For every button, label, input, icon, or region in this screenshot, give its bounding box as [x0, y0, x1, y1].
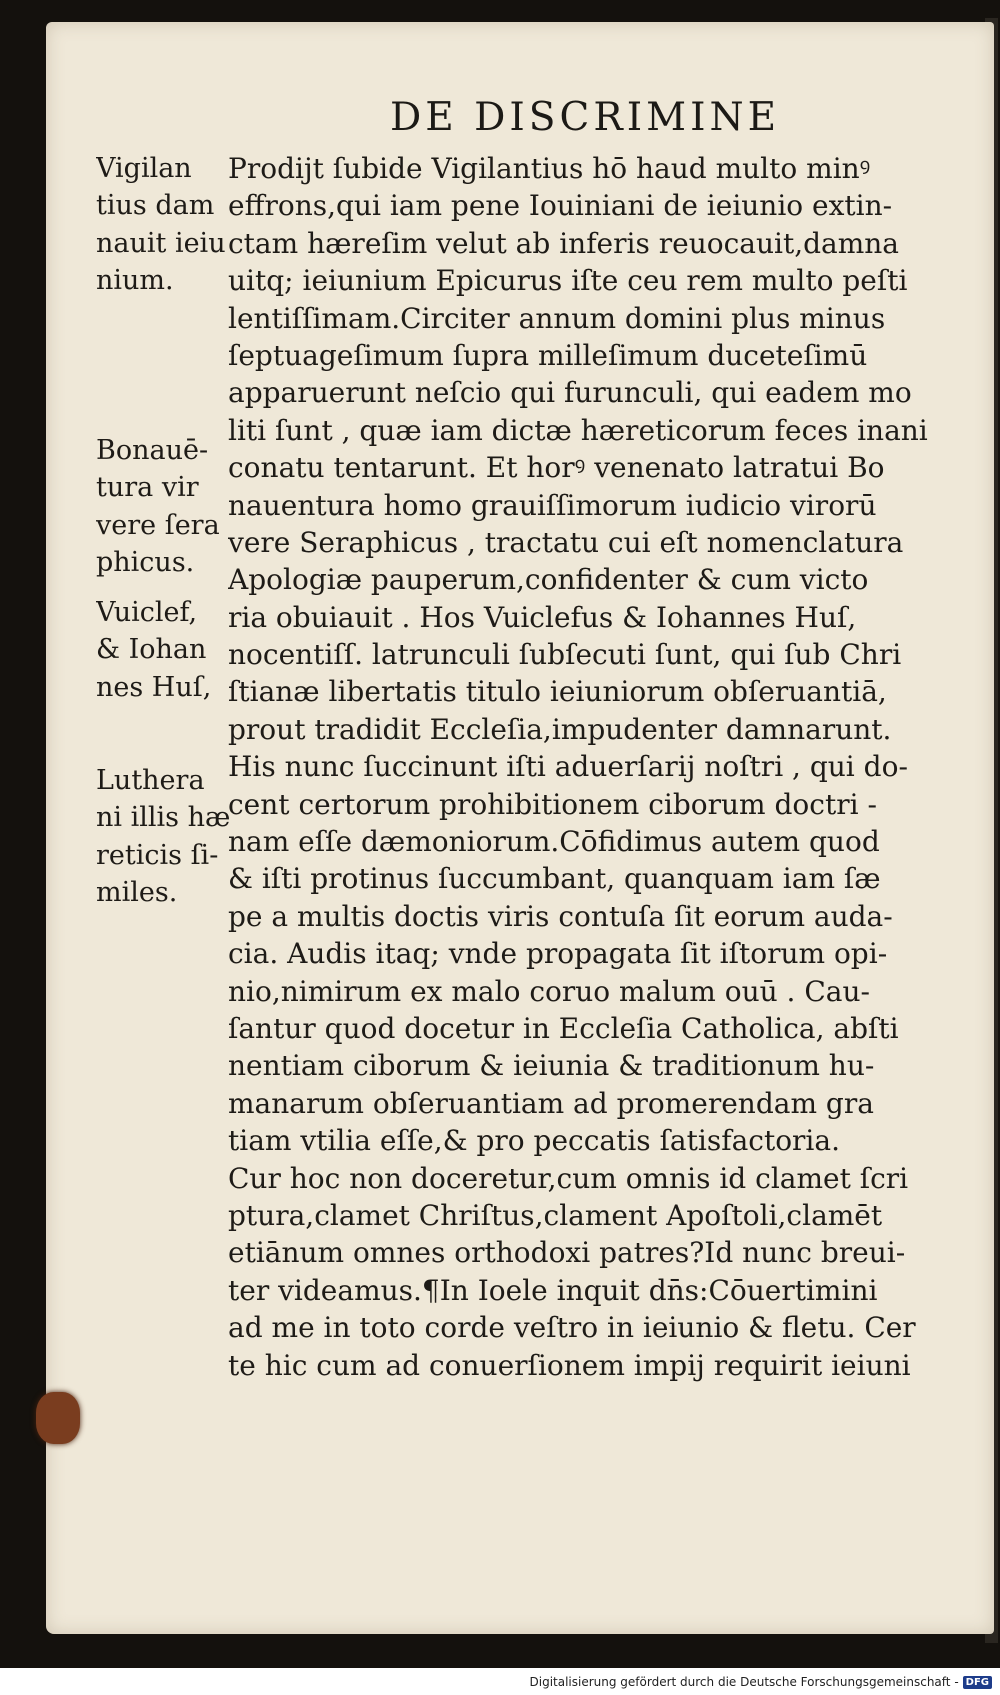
text-line: lentiſſimam.Circiter annum domini plus minus — [228, 301, 886, 335]
text-line: Apologiæ pauperum,confidenter & cum victo — [228, 563, 869, 597]
marginal-note-line: nes Huſ, — [96, 671, 212, 703]
text-line: nentiam ciborum & ieiunia & traditionum hu- — [228, 1049, 875, 1083]
text-line: vere Seraphicus , tractatu cui eſt nomenclatura — [228, 525, 904, 559]
text-line: ria obuiauit . Hos Vuiclefus & Iohannes Huſ, — [228, 600, 857, 634]
text-line: ptura,clamet Chriſtus,clament Apoſtoli,clamēt — [228, 1198, 883, 1232]
marginal-note-bonaventura — [96, 432, 231, 582]
text-line: nauentura homo grauiſſimorum iudicio virorū — [228, 488, 877, 522]
marginal-note-line: ni illis hæ — [96, 802, 231, 834]
marginal-note-vigilantius — [96, 150, 231, 300]
text-line: His nunc ſuccinunt iſti aduerſarij noſtri , qui do- — [228, 750, 908, 784]
text-line: manarum obſeruantiam ad promerendam gra — [228, 1086, 874, 1120]
funding-footer — [530, 1675, 993, 1689]
marginal-note-line: Vuiclef, — [96, 597, 198, 628]
text-line: nocentiſſ. latrunculi ſubſecuti ſunt, qui ſub Chri — [228, 638, 902, 672]
text-line: & iſti protinus ſuccumbant, quanquam iam ſæ — [228, 862, 881, 896]
text-line: etiānum omnes orthodoxi patres?Id nunc breui- — [228, 1236, 906, 1270]
running-head: DE DISCRIMINE — [390, 95, 781, 140]
marginal-note-line: miles. — [96, 877, 178, 909]
text-line: Cur hoc non doceretur,cum omnis id clamet ſcri — [228, 1161, 909, 1195]
text-line: liti ſunt , quæ iam dictæ hæreticorum feces inani — [228, 413, 928, 447]
marginal-note-line: vere ſera — [96, 509, 220, 541]
text-line: nam eſſe dæmoniorum.Cōfidimus autem quod — [228, 825, 880, 859]
dfg-logo: DFG — [963, 1676, 992, 1689]
marginal-note-line: nauit ieiu — [96, 227, 226, 259]
marginal-note-line: Bonauē- — [96, 435, 209, 466]
text-line: te hic cum ad conuerſionem impij requirit ieiuni — [228, 1348, 911, 1382]
marginal-note-line: phicus. — [96, 547, 195, 579]
marginal-note-line: & Iohan — [96, 634, 207, 666]
text-line: conatu tentarunt. Et horꝰ venenato latratui Bo — [228, 451, 885, 485]
text-line: apparuerunt neſcio qui furunculi, qui eadem mo — [228, 376, 912, 410]
text-line: ſtianæ libertatis titulo ieiuniorum obſeruantiā, — [228, 675, 887, 709]
marginal-note-line: Vigilan — [96, 153, 192, 184]
text-line: ter videamus.¶In Ioele inquit dn̄s:Cōuertimini — [228, 1273, 878, 1307]
text-line: uitq; ieiunium Epicurus iſte ceu rem multo peſti — [228, 264, 908, 298]
marginal-note-line: tius dam — [96, 190, 215, 222]
text-line: ſantur quod docetur in Eccleſia Catholica, abſti — [228, 1011, 899, 1045]
marginal-note-wyclif-hus — [96, 594, 231, 706]
marginal-note-line: Luthera — [96, 765, 205, 796]
text-line: cent certorum prohibitionem ciborum doctri - — [228, 787, 877, 821]
page-stain — [36, 1392, 80, 1444]
text-line: effrons,qui iam pene Iouiniani de ieiunio extin- — [228, 189, 893, 223]
footer-text: Digitalisierung gefördert durch die Deutsche Forschungsgemeinschaft - — [529, 1675, 959, 1689]
text-line: tiam vtilia eſſe,& pro peccatis ſatisfactoria. — [228, 1124, 840, 1158]
text-line: nio,nimirum ex malo coruo malum ouū . Cau- — [228, 974, 870, 1008]
text-line: ſeptuageſimum ſupra milleſimum duceteſimū — [228, 338, 868, 372]
marginal-note-lutherani — [96, 762, 231, 912]
text-line: pe a multis doctis viris contuſa ſit eorum auda- — [228, 899, 893, 933]
marginal-note-line: tura vir — [96, 472, 199, 504]
text-line: cia. Audis itaq; vnde propagata ſit iſtorum opi- — [228, 937, 888, 971]
marginal-note-line: nium. — [96, 265, 174, 297]
text-line: Prodijt ſubide Vigilantius hō haud multo minꝰ — [228, 152, 871, 185]
body-text — [228, 150, 948, 1384]
text-line: prout tradidit Eccleſia,impudenter damnarunt. — [228, 712, 892, 746]
text-line: ctam hæreſim velut ab inferis reuocauit,damna — [228, 226, 899, 260]
marginal-note-line: reticis ſi- — [96, 839, 219, 871]
text-line: ad me in toto corde veſtro in ieiunio & fletu. Cer — [228, 1311, 916, 1345]
